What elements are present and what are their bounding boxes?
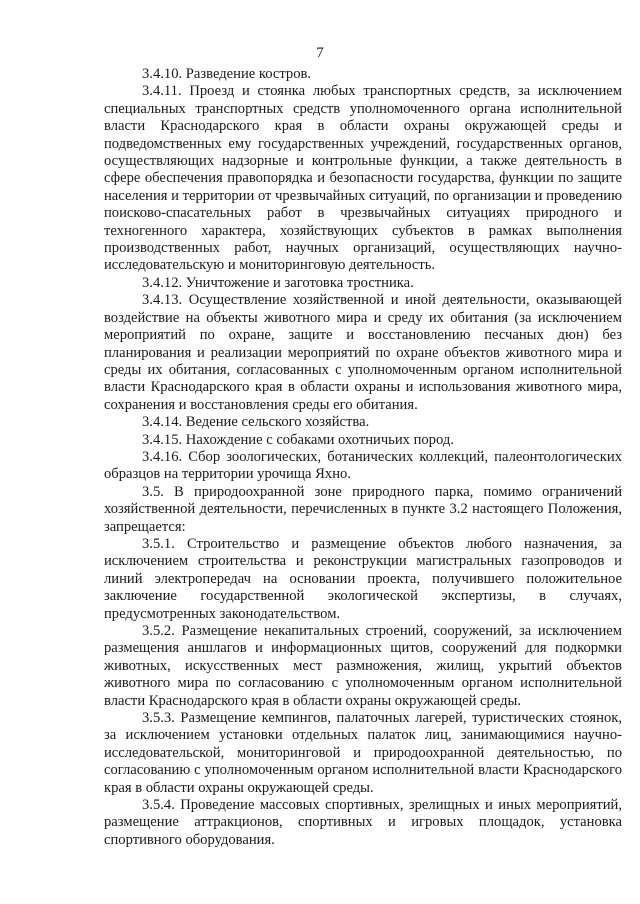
paragraph-3-4-11: 3.4.11. Проезд и стоянка любых транспортных средств, за исключением специальных транспортных средств уполномоченного органа исполнительной власти Краснодарского края в области охраны окружающей среды и подведомственных ему государственных учреждений, государственных органов, осуществляющих надзорные и контрольные функции, а также деятельность в сфере обеспечения правопорядка и безопасности государства, функции по защите населения и территории от чрезвычайных ситуаций, по организации и проведению поисково-спасательных работ в чрезвычайных ситуациях природного и техногенного характера, хозяйствующих субъектов в рамках выполнения производственных работ, научных организаций, осуществляющих научно-исследовательскую и мониторинговую деятельность. xyxy=(104,83,622,274)
paragraph-3-4-16: 3.4.16. Сбор зоологических, ботанических коллекций, палеонтологических образцов на территории урочища Яхно. xyxy=(104,448,622,483)
paragraph-3-4-12: 3.4.12. Уничтожение и заготовка тростника. xyxy=(142,274,414,291)
paragraph-3-5-4: 3.5.4. Проведение массовых спортивных, зрелищных и иных мероприятий, размещение аттракционов, спортивных и игровых площадок, установка спортивного оборудования. xyxy=(104,797,622,848)
paragraph-3-5: 3.5. В природоохранной зоне природного парка, помимо ограничений хозяйственной деятельности, перечисленных в пункте 3.2 настоящего Положения, запрещается: xyxy=(104,483,622,535)
paragraph-3-4-14: 3.4.14. Ведение сельского хозяйства. xyxy=(142,414,370,431)
paragraph-3-5-1: 3.5.1. Строительство и размещение объектов любого назначения, за исключением строительства и реконструкции магистральных газопроводов и линий электропередач на основании проекта, получившего положительное заключение государственной экологической экспертизы, в случаях, предусмотренных законодательством. xyxy=(104,535,622,622)
paragraph-3-4-10: 3.4.10. Разведение костров. xyxy=(142,66,312,82)
paragraph-3-5-3: 3.5.3. Размещение кемпингов, палаточных лагерей, туристических стоянок, за исключением установки отдельных палаток лиц, занимающимися научно-исследовательской, мониторинговой и природоохранной деятельностью, по согласованию с уполномоченным органом исполнительной власти Краснодарского края в области охраны окружающей среды. xyxy=(104,710,622,796)
paragraph-3-4-13: 3.4.13. Осуществление хозяйственной и иной деятельности, оказывающей воздействие на объекты животного мира и среду их обитания (за исключением мероприятий по охране, защите и восстановлению песчаных дюн) без планирования и реализации мероприятий по охране объектов животного мира и среды их обитания, согласованных с уполномоченным органом исполнительной власти Краснодарского края в области охраны и использования животного мира, сохранения и восстановления среды его обитания. xyxy=(104,292,622,413)
page-number: 7 xyxy=(316,45,324,61)
document-body xyxy=(104,66,622,849)
paragraph-3-4-15: 3.4.15. Нахождение с собаками охотничьих пород. xyxy=(142,431,454,448)
paragraph-3-5-2: 3.5.2. Размещение некапитальных строений, сооружений, за исключением размещения аншлагов и информационных щитов, сооружений для подкормки животных, искусственных мест размножения, жилищ, укрытий объектов животного мира по согласованию с уполномоченным органом исполнительной власти Краснодарского края в области охраны окружающей среды. xyxy=(104,623,622,709)
